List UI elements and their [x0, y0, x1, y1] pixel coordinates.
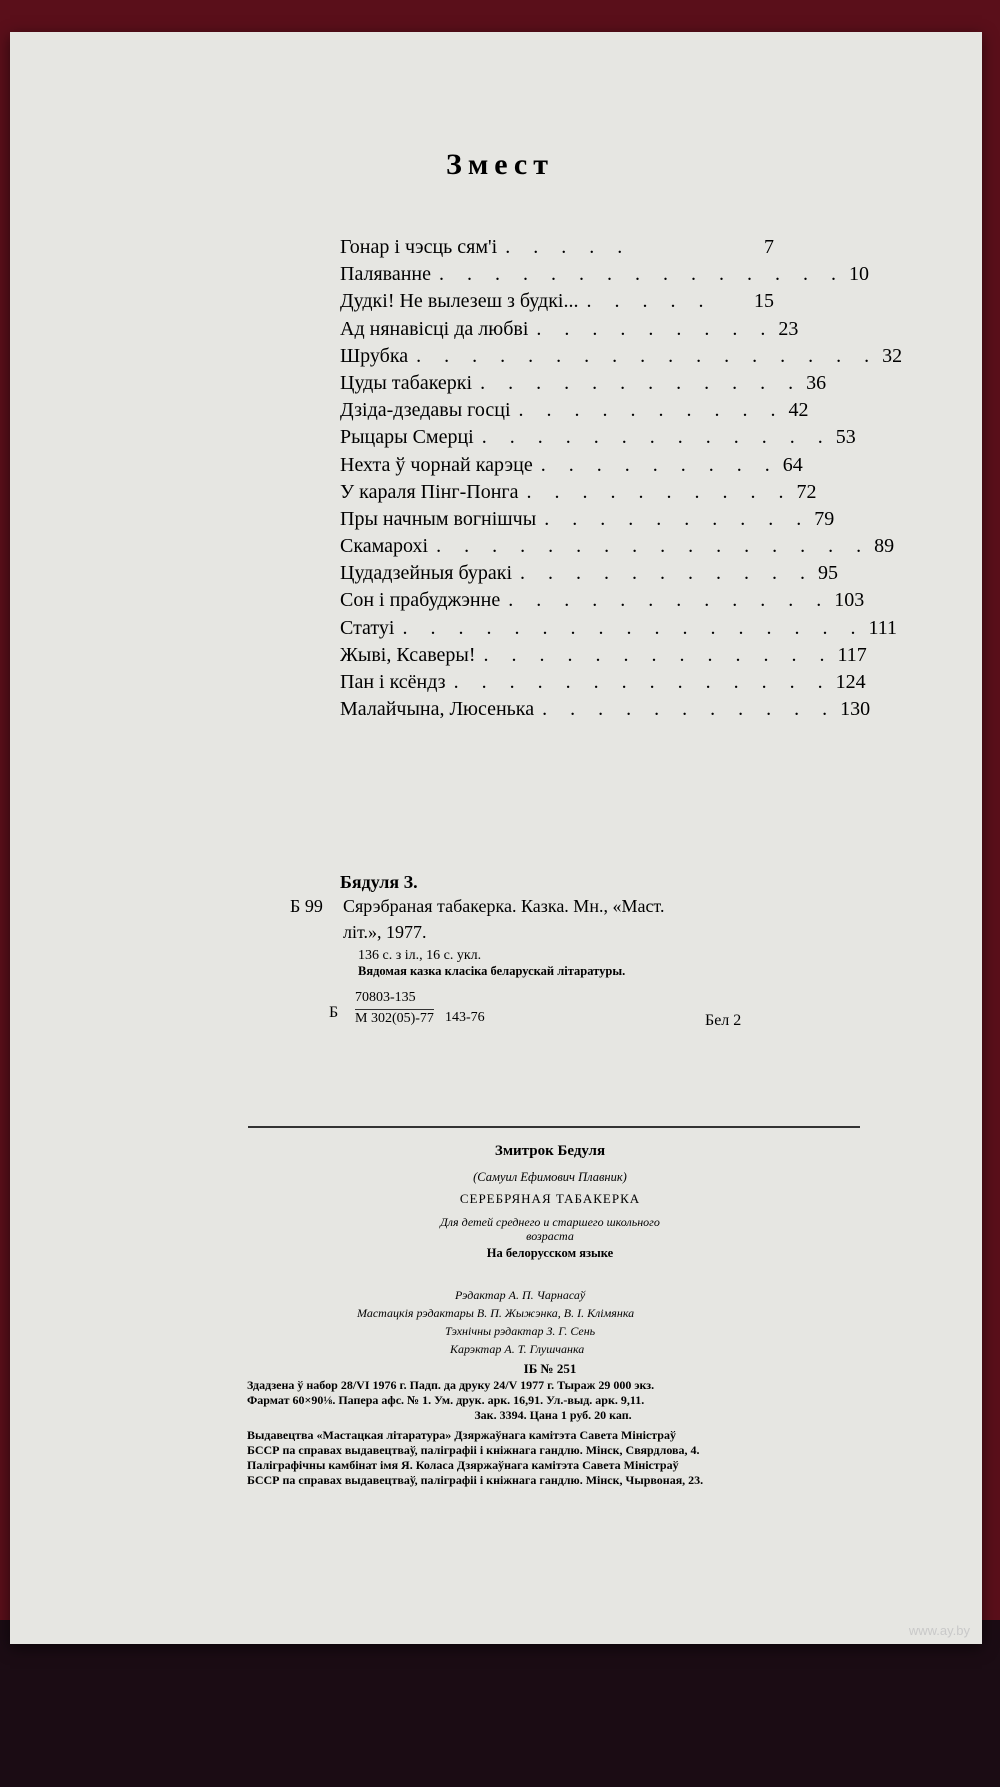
toc-row — [340, 397, 809, 424]
publisher-details — [247, 1428, 859, 1488]
toc-row — [340, 343, 903, 370]
library-number-side: 143-76 — [445, 1010, 485, 1025]
toc-row — [340, 642, 867, 669]
divider — [248, 1126, 860, 1128]
toc-leader-dots: . . . . . . . . . . . . — [508, 589, 831, 612]
imprint-author: Змитрок Бедуля — [494, 1143, 606, 1159]
production-line: Здадзена ў набор 28/VI 1976 г. Падп. да друку 24/V 1977 г. Тыраж 29 000 экз. — [247, 1378, 655, 1392]
imprint-title: СЕРЕБРЯНАЯ ТАБАКЕРКА — [459, 1191, 641, 1206]
toc-row — [340, 533, 895, 560]
toc-row — [340, 234, 774, 261]
toc-row — [340, 370, 827, 397]
toc-item-title: Цудадзейныя буракі — [340, 562, 513, 585]
toc-item-title: Дзіда-дзедавы госці — [340, 399, 511, 422]
toc-page-number: 15 — [754, 290, 774, 313]
toc-row — [340, 288, 774, 315]
toc-page-number: 89 — [874, 535, 895, 558]
toc-leader-dots: . . . . . . . . . . . — [542, 698, 837, 721]
toc-page-number: 64 — [782, 453, 803, 476]
toc-leader-dots: . . . . . . . . . . . . — [480, 371, 803, 394]
toc-leader-dots: . . . . . . . . . . . . . . . — [439, 263, 846, 286]
toc-leader-dots: . . . . . . . . . . . . . . — [453, 671, 832, 693]
production-line: Зак. 3394. Цана 1 руб. 20 кап. — [474, 1408, 632, 1422]
editor: Рэдактар А. П. Чарнасаў — [455, 1288, 586, 1302]
toc-page-number: 53 — [835, 426, 856, 449]
library-author: Бядуля З. — [340, 872, 418, 892]
toc-page-number: 79 — [814, 507, 835, 530]
toc-item-title: Пры начным вогнішчы — [340, 507, 537, 530]
library-bel: Бел 2 — [705, 1012, 742, 1029]
library-pages: 136 с. з іл., 16 с. укл. — [358, 948, 482, 963]
toc-page-number: 10 — [849, 263, 870, 286]
toc-row — [340, 506, 835, 533]
toc-page-number: 111 — [868, 616, 897, 639]
toc-leader-dots: . . . . . . . . . . . . . — [481, 426, 832, 449]
publisher-line: Выдавецтва «Мастацкая літаратура» Дзяржаўнага камітэта Савета Міністраў — [247, 1428, 676, 1442]
toc-row — [340, 615, 897, 642]
toc-leader-dots: . . . . . . . . . . . — [520, 562, 815, 585]
publisher-line: БССР па справах выдавецтваў, паліграфіі і кніжнага гандлю. Мінск, Свярдлова, 4. — [247, 1443, 700, 1457]
library-number-top: 70803-135 — [355, 990, 416, 1005]
production-line: Фармат 60×90⅛. Папера афс. № 1. Ум. друк. арк. 16,91. Ул.-выд. арк. 9,11. — [247, 1393, 645, 1407]
toc-item-title: Дудкі! Не вылезеш з будкі... — [340, 290, 579, 313]
toc-leader-dots: . . . . . . . . . — [536, 317, 775, 340]
toc-page-number: 124 — [835, 671, 866, 693]
production-details — [247, 1378, 859, 1423]
toc-item-title: У караля Пінг-Понга — [340, 480, 519, 503]
toc-leader-dots: . . . . . . . . . . — [518, 399, 785, 422]
toc-page-number: 130 — [840, 698, 871, 721]
toc-row — [340, 452, 803, 479]
toc-item-title: Шрубка — [340, 344, 409, 367]
toc-item-title: Пан і ксёндз — [340, 671, 446, 693]
imprint-audience: Для детей среднего и старшего школьного — [440, 1215, 660, 1229]
toc-row — [340, 424, 856, 451]
toc-item-title: Нехта ў чорнай карэце — [340, 453, 533, 476]
toc-item-title: Малайчына, Люсенька — [340, 698, 535, 721]
toc-row — [340, 587, 865, 614]
toc-row — [340, 261, 870, 288]
watermark: www.ay.by — [908, 1623, 970, 1638]
library-description-2: літ.», 1977. — [343, 922, 427, 942]
toc-row — [340, 479, 817, 506]
toc-page-number: 42 — [788, 399, 809, 422]
toc-item-title: Статуі — [340, 616, 395, 639]
proofreader: Карэктар А. Т. Глушчанка — [450, 1342, 585, 1356]
toc-page-number: 103 — [834, 589, 865, 612]
toc-item-title: Рыцары Смерці — [340, 426, 474, 449]
toc-page-number: 95 — [818, 562, 839, 585]
library-code: Б 99 — [290, 896, 323, 916]
dark-background — [0, 1620, 1000, 1787]
toc-item-title: Паляванне — [340, 263, 432, 286]
imprint-real-name: (Самуил Ефимович Плавник) — [473, 1170, 627, 1184]
library-b-letter: Б — [329, 1004, 339, 1021]
toc-page-number: 72 — [796, 480, 817, 503]
toc-item-title: Скамарохі — [340, 535, 429, 558]
toc-row — [340, 696, 871, 723]
toc-item-title: Сон і прабуджэнне — [340, 589, 501, 612]
toc-page-number: 7 — [764, 236, 774, 258]
ib-number: ІБ № 251 — [523, 1361, 577, 1376]
imprint-audience-2: возраста — [526, 1229, 574, 1243]
publisher-line: БССР па справах выдавецтваў, паліграфіі і кніжнага гандлю. Мінск, Чырвоная, 23. — [247, 1473, 704, 1487]
toc-title: Змест — [445, 148, 554, 181]
library-number-bottom: М 302(05)-77 — [355, 1011, 434, 1026]
toc-leader-dots: . . . . . — [505, 236, 632, 258]
library-description: Сярэбраная табакерка. Казка. Мн., «Маст. — [343, 896, 665, 916]
library-annotation: Вядомая казка класіка беларускай літаратуры. — [358, 964, 626, 978]
toc-leader-dots: . . . . . . . . . . . . . . . . — [436, 535, 871, 558]
toc-leader-dots: . . . . . . . . . . — [544, 507, 811, 530]
toc-page-number: 32 — [882, 344, 903, 367]
toc-item-title: Цуды табакеркі — [340, 371, 473, 394]
table-of-contents — [340, 234, 903, 723]
toc-page-number: 23 — [778, 317, 799, 340]
toc-item-title: Жыві, Ксаверы! — [340, 643, 476, 666]
toc-row — [340, 669, 866, 696]
toc-leader-dots: . . . . . . . . . . . . . . . . . — [402, 616, 865, 639]
publisher-line: Паліграфічны камбінат імя Я. Коласа Дзяржаўнага камітэта Савета Міністраў — [247, 1458, 679, 1472]
toc-row — [340, 560, 839, 587]
toc-item-title: Гонар і чэсць сям'і — [340, 236, 498, 258]
toc-page-number: 117 — [837, 643, 867, 666]
toc-leader-dots: . . . . . — [586, 290, 713, 313]
imprint-language: На белорусском языке — [486, 1246, 614, 1260]
tech-editor: Тэхнічны рэдактар З. Г. Сень — [445, 1324, 596, 1338]
toc-page-number: 36 — [806, 371, 827, 394]
toc-leader-dots: . . . . . . . . . . . . . . . . . — [416, 344, 879, 367]
toc-leader-dots: . . . . . . . . . . . . . — [483, 643, 834, 666]
toc-leader-dots: . . . . . . . . . — [540, 453, 779, 476]
art-editors: Мастацкія рэдактары В. П. Жыжэнка, В. І. Клімянка — [357, 1306, 635, 1320]
toc-item-title: Ад нянавісці да любві — [340, 317, 529, 340]
toc-row — [340, 316, 799, 343]
toc-leader-dots: . . . . . . . . . . — [526, 480, 793, 503]
